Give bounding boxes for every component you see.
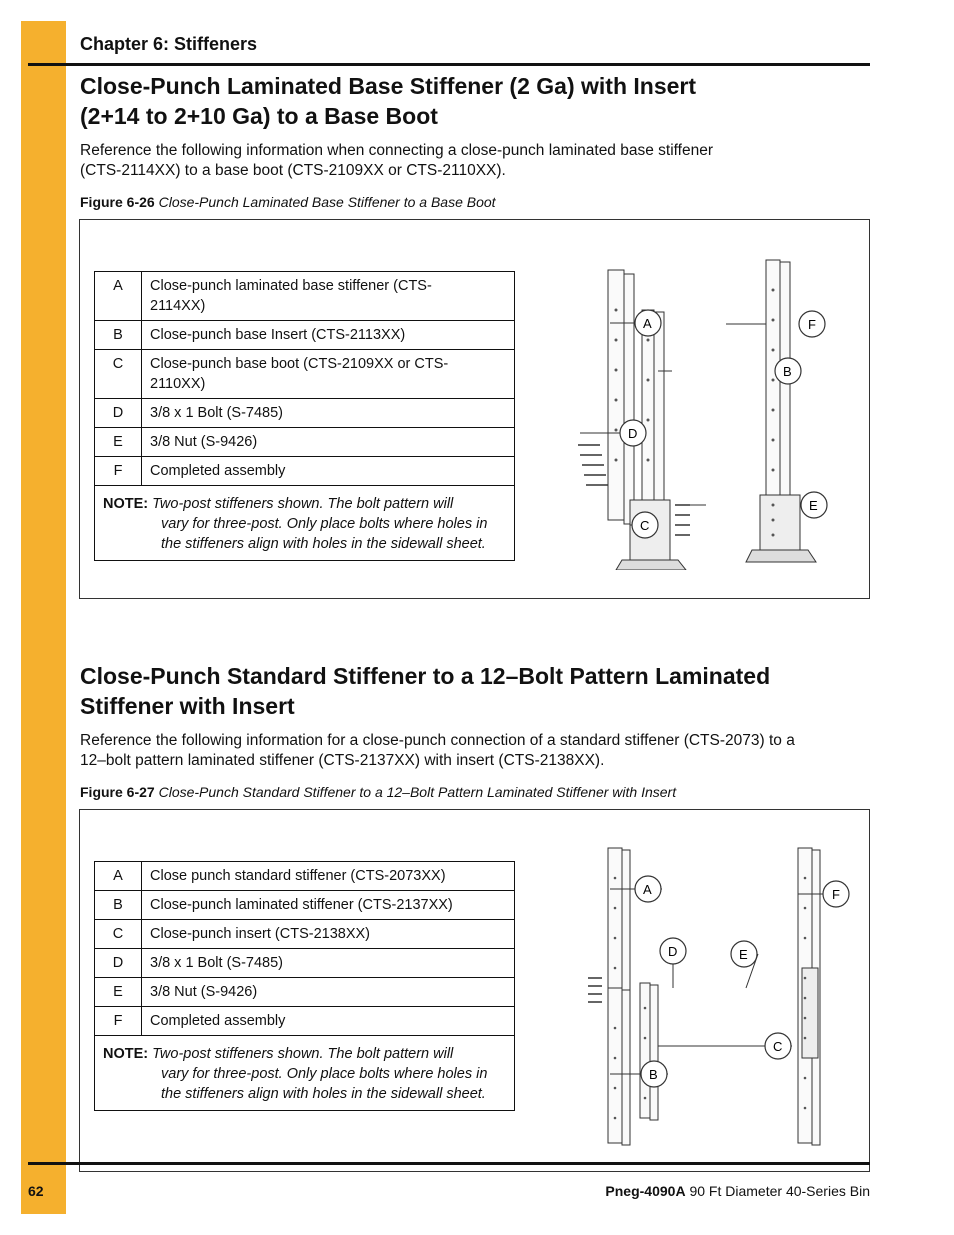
note-text: Two-post stiffeners shown. The bolt pattern will — [152, 496, 454, 512]
legend-desc: Completed assembly — [142, 1007, 515, 1036]
legend-key: A — [95, 862, 142, 891]
figure-6-26-caption — [80, 194, 496, 210]
callout-label: E — [809, 498, 818, 513]
legend-key: D — [95, 949, 142, 978]
callout-label: C — [773, 1039, 783, 1054]
legend-desc: Close-punch base Insert (CTS-2113XX) — [142, 321, 515, 350]
figure-caption-text: Close-Punch Laminated Base Stiffener to a Base Boot — [158, 194, 496, 210]
legend-desc: Close-punch laminated base stiffener (CTS- 2114XX) — [142, 272, 515, 321]
section1-title-line2: (2+14 to 2+10 Ga) to a Base Boot — [80, 103, 438, 129]
stiffener-assembly-illustration — [530, 838, 860, 1148]
legend-table — [94, 861, 515, 1111]
legend-key: E — [95, 428, 142, 457]
section1-intro — [80, 141, 870, 181]
section2-title-line1: Close-Punch Standard Stiffener to a 12–Bolt Pattern Laminated — [80, 663, 771, 689]
figure-6-26 — [79, 219, 870, 599]
table-row — [95, 428, 515, 457]
callout-label: B — [649, 1067, 658, 1082]
page-number: 62 — [28, 1183, 44, 1199]
legend-desc: Close-punch laminated stiffener (CTS-2137XX) — [142, 891, 515, 920]
header-rule — [28, 63, 870, 66]
figure-6-27-caption — [80, 784, 676, 800]
note-row — [95, 1036, 515, 1111]
table-row — [95, 1007, 515, 1036]
callout-label: E — [739, 947, 748, 962]
stiffener-assembly-illustration — [530, 250, 860, 570]
section2-intro-line1: Reference the following information for a close-punch connection of a standard stiffener (CTS-2073) to a — [80, 732, 795, 749]
legend-key: F — [95, 457, 142, 486]
note-text: the stiffeners align with holes in the sidewall sheet. — [161, 536, 486, 552]
note-cell — [95, 486, 515, 561]
legend-desc: Close-punch base boot (CTS-2109XX or CTS- 2110XX) — [142, 350, 515, 399]
table-row — [95, 272, 515, 321]
footer-rule — [28, 1162, 870, 1165]
note-cell — [95, 1036, 515, 1111]
section1-intro-line2: (CTS-2114XX) to a base boot (CTS-2109XX or CTS-2110XX). — [80, 162, 506, 179]
note-label: NOTE: — [103, 1046, 149, 1062]
note-row — [95, 486, 515, 561]
legend-table — [94, 271, 515, 561]
section2-intro-line2: 12–bolt pattern laminated stiffener (CTS-2137XX) with insert (CTS-2138XX). — [80, 752, 605, 769]
table-row — [95, 920, 515, 949]
figure-label: Figure 6-27 — [80, 784, 155, 800]
table-row — [95, 457, 515, 486]
table-row — [95, 949, 515, 978]
callout-label: B — [783, 364, 792, 379]
callout-label: A — [643, 882, 652, 897]
note-text: vary for three-post. Only place bolts where holes in — [161, 1066, 488, 1082]
legend-desc: Completed assembly — [142, 457, 515, 486]
legend-key: E — [95, 978, 142, 1007]
legend-desc: 3/8 x 1 Bolt (S-7485) — [142, 949, 515, 978]
legend-desc: Close-punch insert (CTS-2138XX) — [142, 920, 515, 949]
legend-desc: Close punch standard stiffener (CTS-2073XX) — [142, 862, 515, 891]
table-row — [95, 399, 515, 428]
legend-key: C — [95, 920, 142, 949]
callout-label: D — [628, 426, 638, 441]
table-row — [95, 891, 515, 920]
chapter-side-bar — [21, 21, 66, 1214]
legend-key: B — [95, 891, 142, 920]
legend-desc: 3/8 Nut (S-9426) — [142, 978, 515, 1007]
legend-key: C — [95, 350, 142, 399]
callout-label: F — [808, 317, 816, 332]
note-text: the stiffeners align with holes in the sidewall sheet. — [161, 1086, 486, 1102]
legend-key: D — [95, 399, 142, 428]
legend-desc: 3/8 Nut (S-9426) — [142, 428, 515, 457]
figure-caption-text: Close-Punch Standard Stiffener to a 12–Bolt Pattern Laminated Stiffener with Insert — [158, 784, 677, 800]
table-row — [95, 978, 515, 1007]
figure-label: Figure 6-26 — [80, 194, 155, 210]
legend-desc: 3/8 x 1 Bolt (S-7485) — [142, 399, 515, 428]
document-id — [605, 1183, 870, 1199]
table-row — [95, 321, 515, 350]
section2-intro — [80, 731, 870, 771]
note-text: vary for three-post. Only place bolts where holes in — [161, 516, 488, 532]
callout-label: A — [643, 316, 652, 331]
section1-title — [80, 71, 870, 131]
note-text: Two-post stiffeners shown. The bolt pattern will — [152, 1046, 454, 1062]
chapter-heading: Chapter 6: Stiffeners — [80, 34, 258, 54]
table-row — [95, 350, 515, 399]
section1-title-line1: Close-Punch Laminated Base Stiffener (2 Ga) with Insert — [80, 73, 697, 99]
doc-title: 90 Ft Diameter 40-Series Bin — [689, 1183, 870, 1199]
section2-title — [80, 661, 870, 721]
figure-6-27 — [79, 809, 870, 1172]
section2-title-line2: Stiffener with Insert — [80, 693, 295, 719]
note-label: NOTE: — [103, 496, 149, 512]
doc-number: Pneg-4090A — [605, 1183, 686, 1199]
callout-label: D — [668, 944, 678, 959]
callout-label: C — [640, 518, 650, 533]
table-row — [95, 862, 515, 891]
legend-key: F — [95, 1007, 142, 1036]
section1-intro-line1: Reference the following information when connecting a close-punch laminated base stiffener — [80, 142, 714, 159]
legend-key: B — [95, 321, 142, 350]
legend-key: A — [95, 272, 142, 321]
callout-label: F — [832, 887, 840, 902]
